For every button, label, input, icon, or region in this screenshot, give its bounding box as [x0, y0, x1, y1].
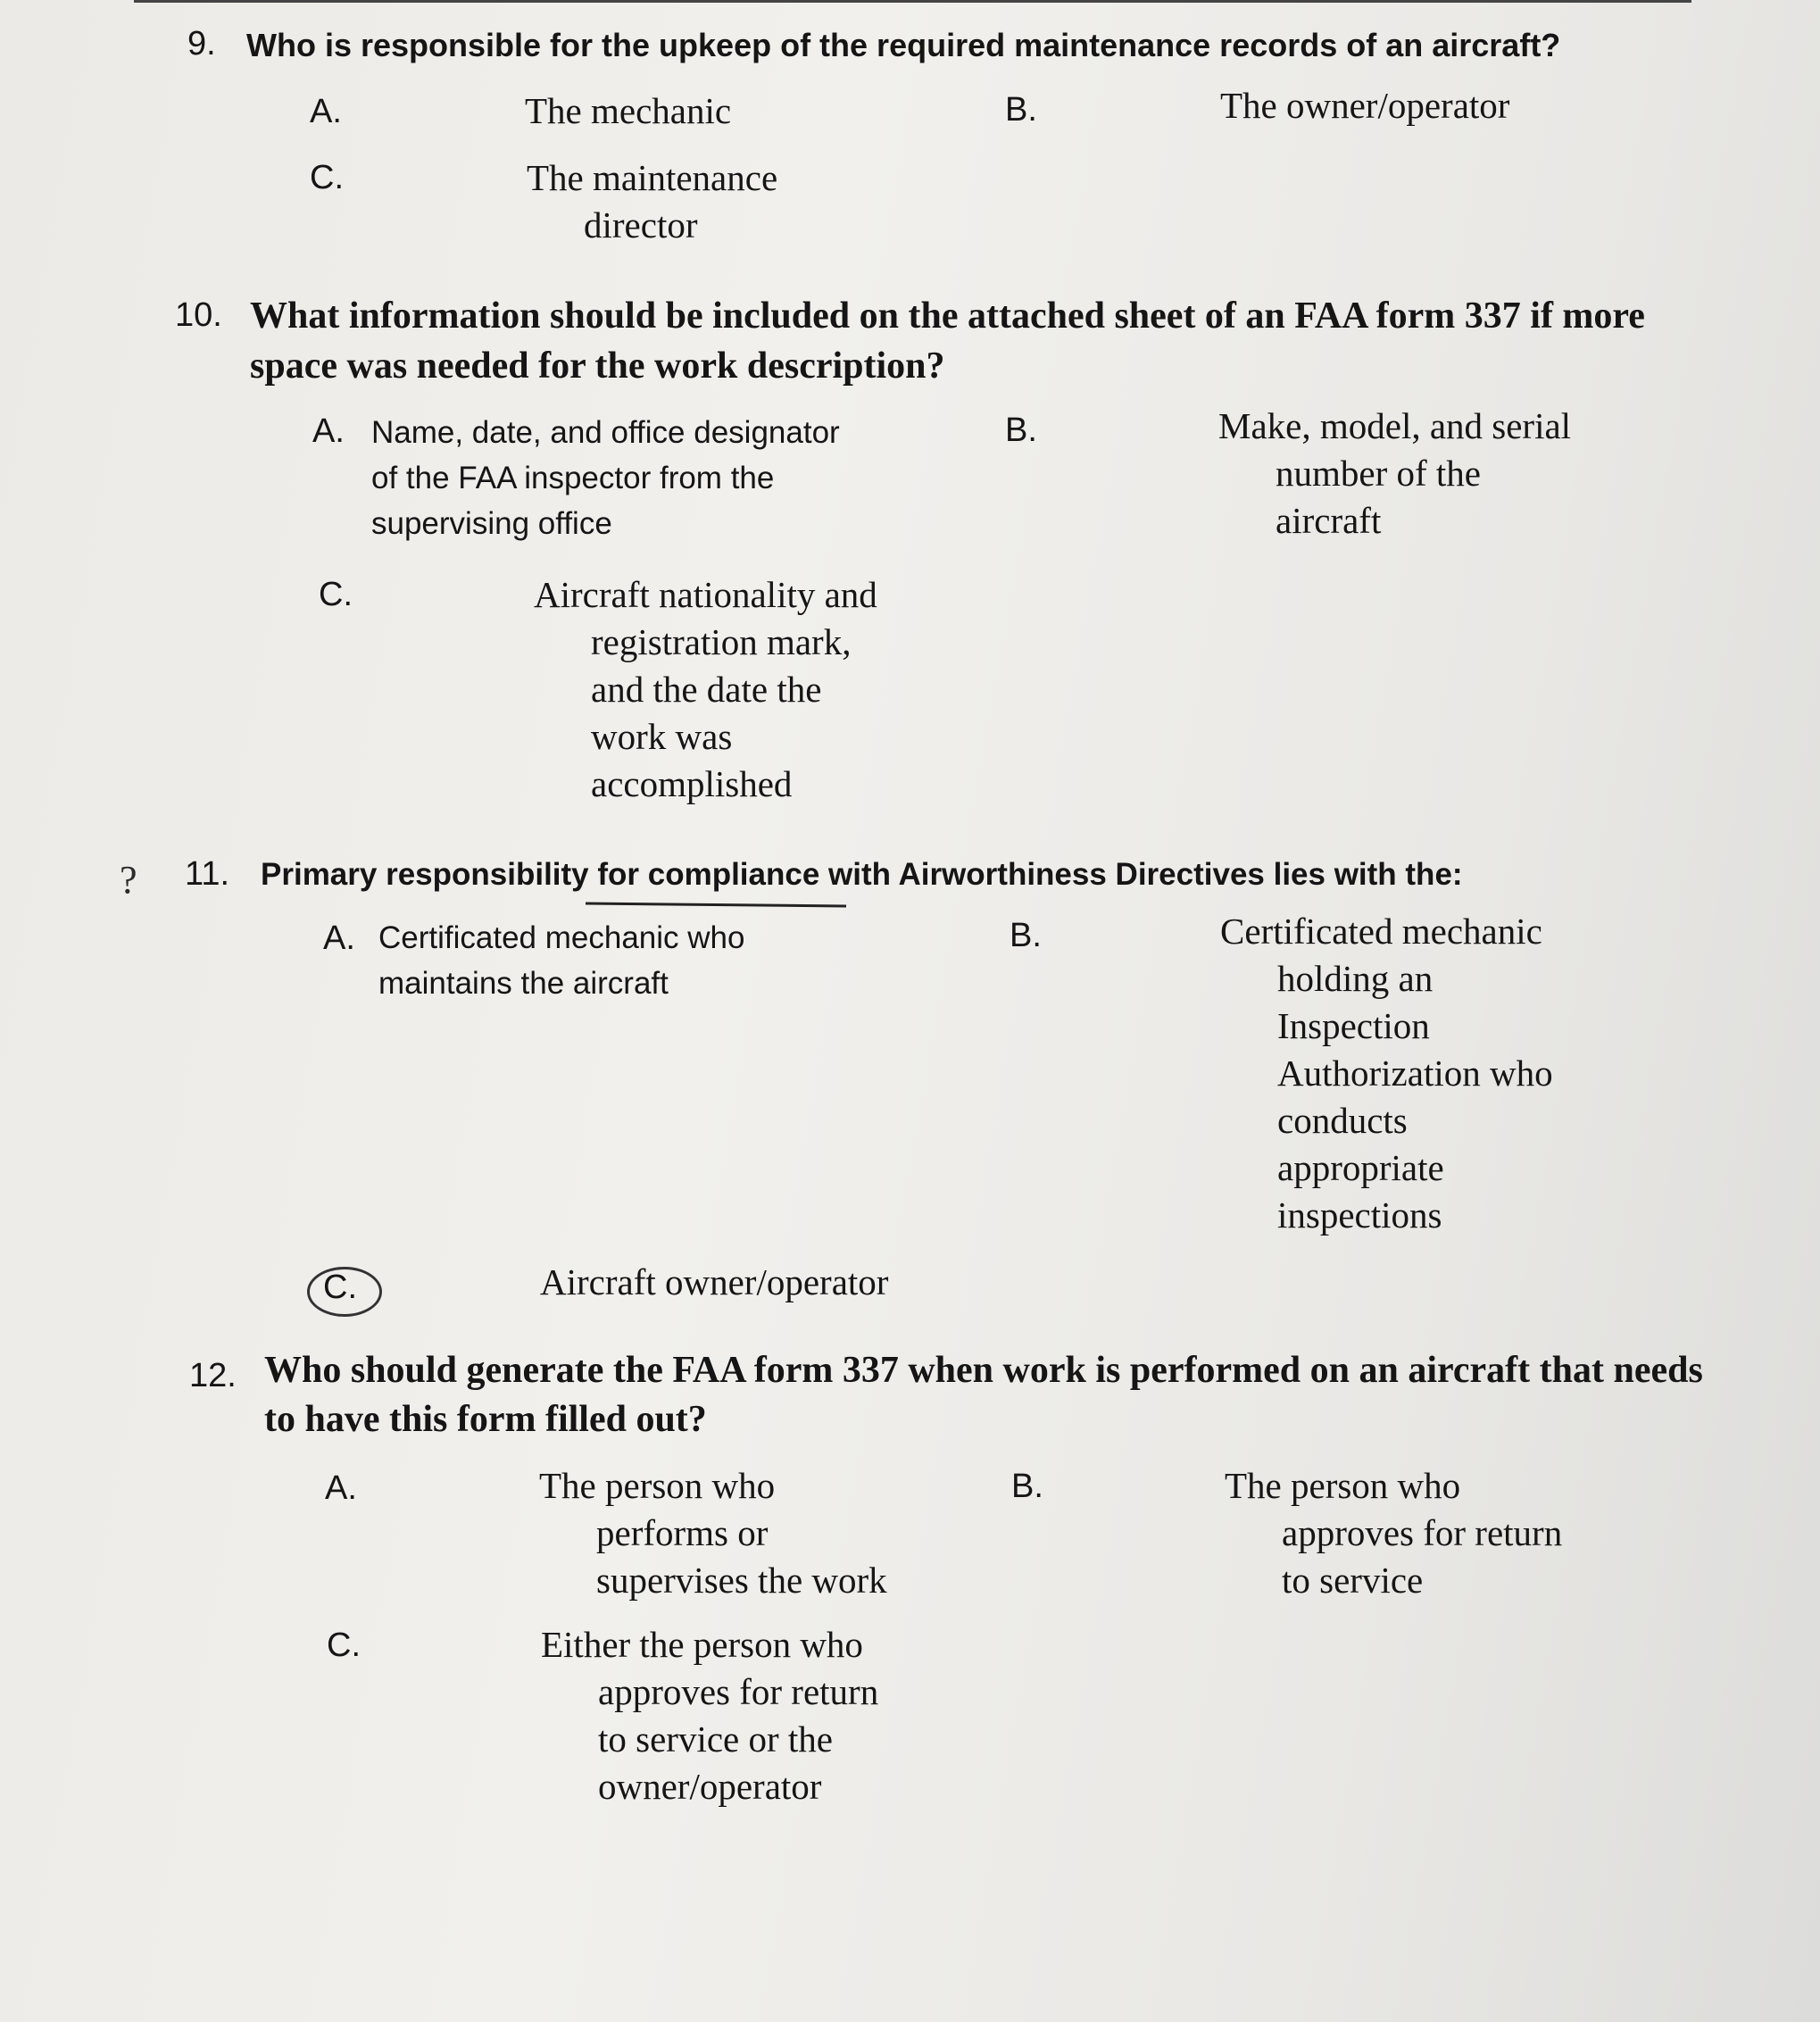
- question-12-option-b-letter: B.: [1011, 1468, 1043, 1505]
- question-9-option-a-text: The mechanic: [525, 90, 732, 131]
- question-11-number: 11.: [185, 855, 230, 893]
- question-11-option-c-letter: C.: [323, 1269, 357, 1306]
- question-10-option-b-letter: B.: [1005, 412, 1037, 449]
- question-12-option-c-letter: C.: [327, 1627, 361, 1664]
- question-11-option-a-text: Certificated mechanic who maintains the aircraft: [378, 920, 745, 1001]
- question-9-option-b-text: The owner/operator: [1220, 85, 1510, 126]
- question-11-stem: Primary responsibility for compliance with Airworthiness Directives lies with the:: [261, 857, 1463, 892]
- question-12-number: 12.: [189, 1357, 237, 1394]
- question-9-option-c-text: The maintenance director: [527, 157, 778, 245]
- question-12-stem: Who should generate the FAA form 337 when work is performed on an aircraft that needs to have this form filled out?: [264, 1350, 1703, 1440]
- question-9-option-a-letter: A.: [310, 93, 342, 130]
- question-11-option-c-text: Aircraft owner/operator: [540, 1261, 889, 1302]
- question-9-number: 9.: [187, 25, 216, 62]
- question-12-option-a-letter: A.: [325, 1469, 357, 1507]
- question-11-option-b-letter: B.: [1010, 917, 1042, 954]
- question-10-option-a-text: Name, date, and office designator of the FAA inspector from the supervising office: [371, 415, 840, 541]
- question-10-option-c-letter: C.: [319, 576, 353, 613]
- question-9-option-c-letter: C.: [310, 159, 344, 196]
- question-11-option-b-text: Certificated mechanic holding an Inspection Authorization who conducts appropriate inspections: [1220, 911, 1553, 1236]
- question-12-option-a-text: The person who performs or supervises the work: [539, 1465, 887, 1601]
- question-10-option-c-text: Aircraft nationality and registration mark, and the date the work was accomplished: [534, 574, 877, 804]
- question-9-option-b-letter: B.: [1005, 91, 1037, 129]
- handwritten-question-mark: ?: [120, 858, 137, 902]
- page-top-rule: [134, 0, 1691, 3]
- handwritten-underline: [586, 902, 846, 907]
- question-10-option-b-text: Make, model, and serial number of the aircraft: [1218, 405, 1572, 541]
- question-11-option-a-letter: A.: [323, 919, 355, 957]
- question-10-option-a-letter: A.: [312, 412, 345, 450]
- question-12-option-c-text: Either the person who approves for return to service or the owner/operator: [541, 1624, 879, 1807]
- question-10-stem: What information should be included on the attached sheet of an FAA form 337 if more space was needed for the work description?: [250, 295, 1645, 387]
- question-12-option-b-text: The person who approves for return to service: [1225, 1465, 1563, 1601]
- question-9-stem: Who is responsible for the upkeep of the required maintenance records of an aircraft?: [246, 27, 1561, 63]
- question-10-number: 10.: [175, 296, 222, 334]
